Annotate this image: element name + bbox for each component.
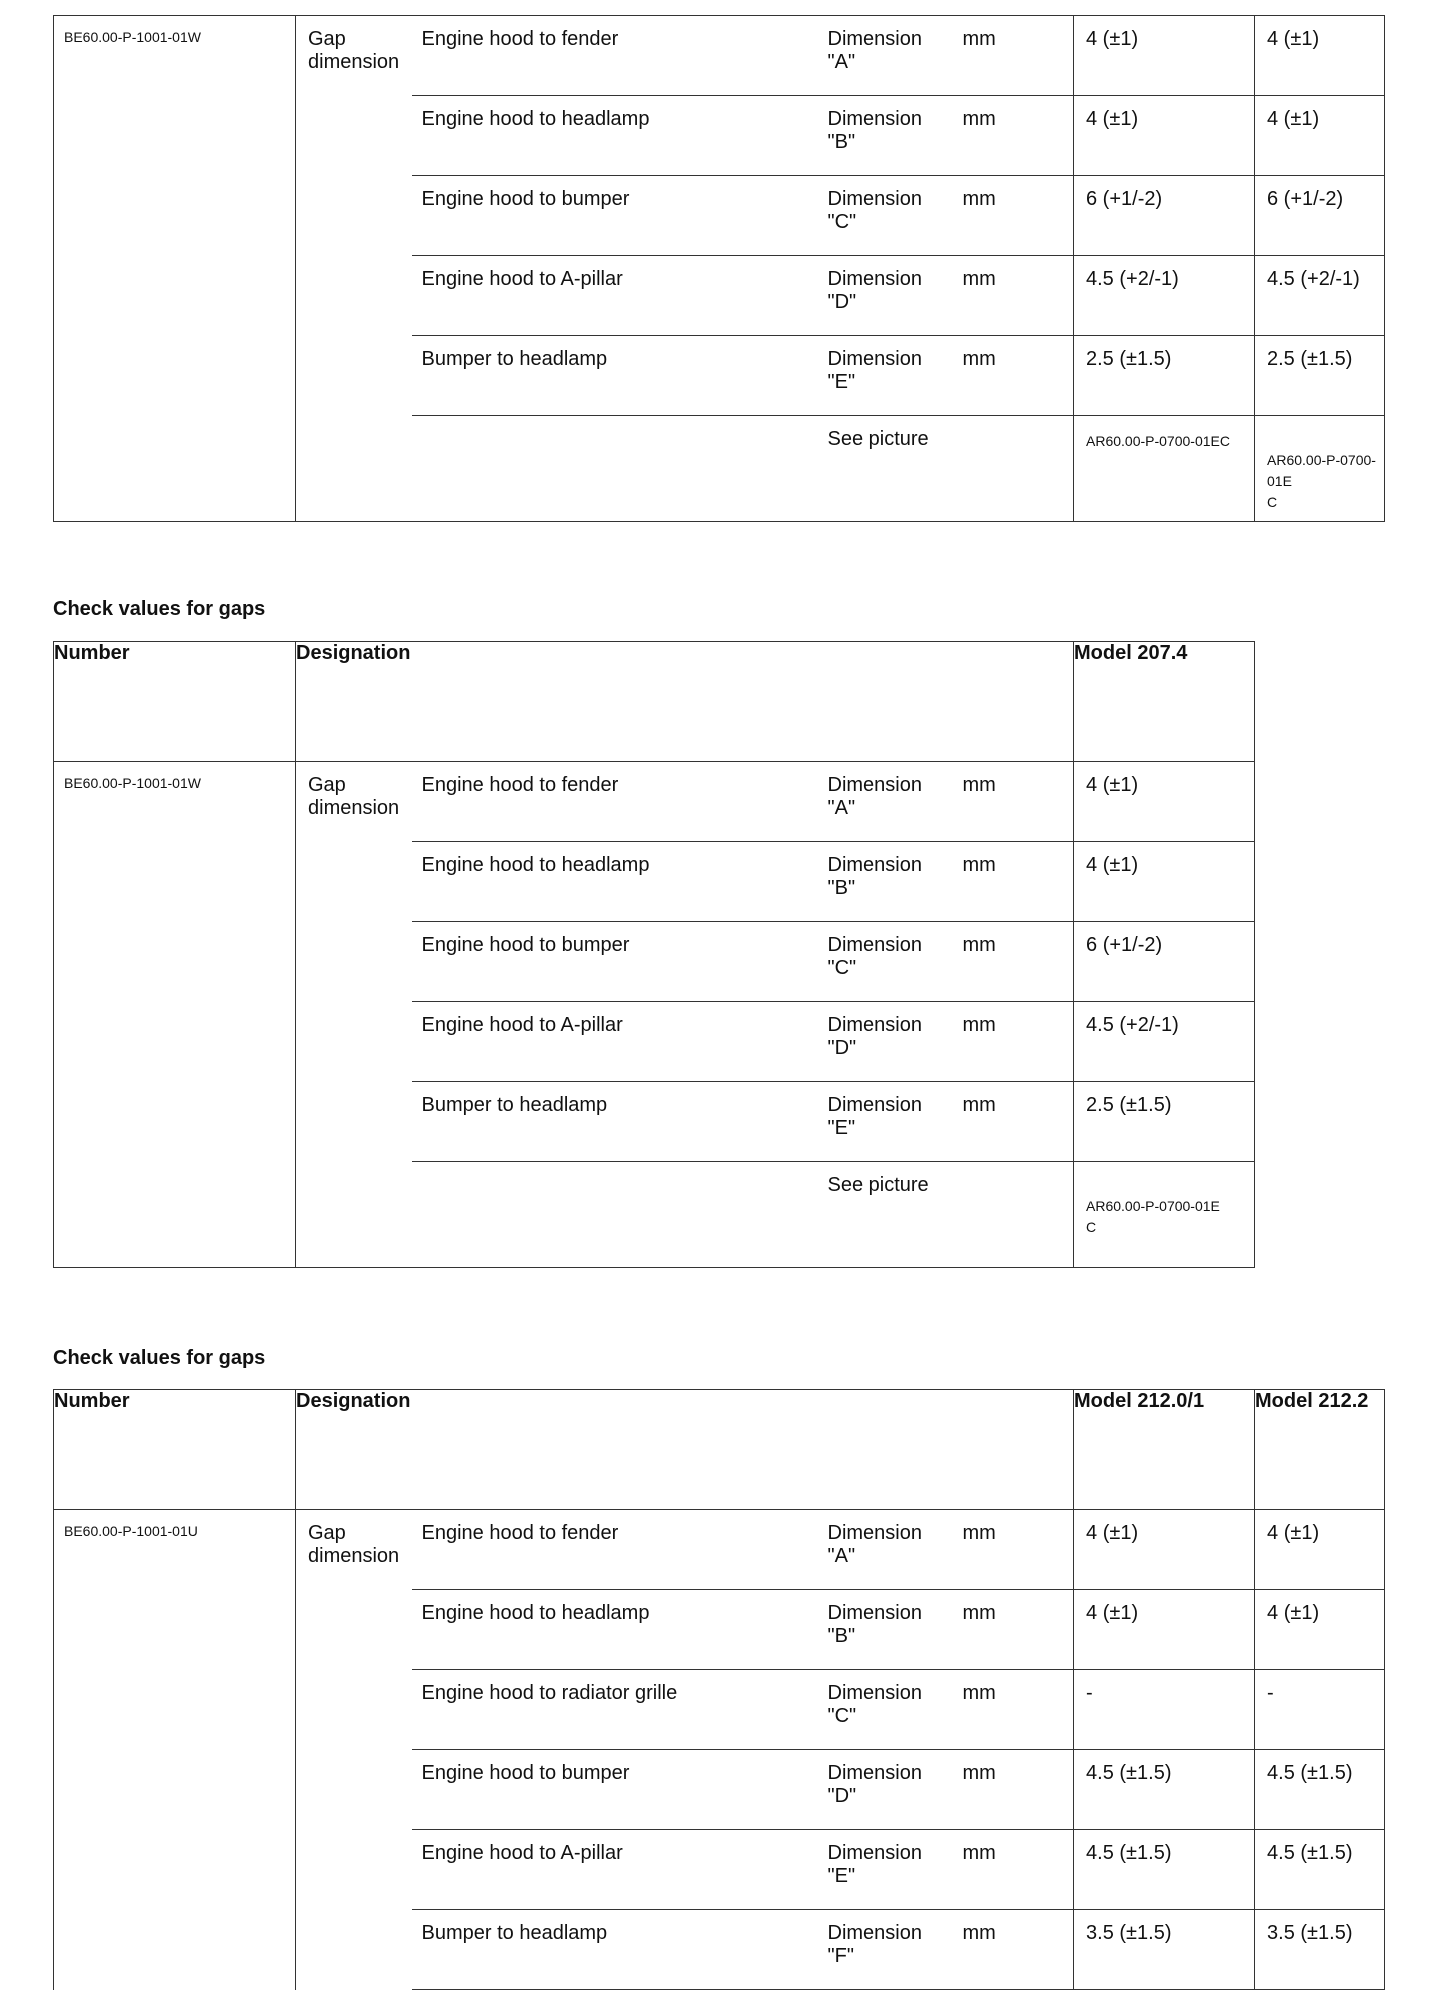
row-description: Engine hood to bumper xyxy=(412,922,828,1002)
dimension-label: Dimension "A" xyxy=(828,16,963,96)
unit: mm xyxy=(963,842,1074,922)
unit: mm xyxy=(963,336,1074,416)
row-description: Engine hood to headlamp xyxy=(412,1590,828,1670)
value-model-2: 4 (±1) xyxy=(1255,1590,1385,1670)
gap-dimension-label: Gap dimension xyxy=(296,16,412,522)
gap-dimension-label: Gap dimension xyxy=(296,762,412,1268)
dimension-label: Dimension "D" xyxy=(828,1750,963,1830)
dimension-label: Dimension "A" xyxy=(828,762,963,842)
value-model-2: 4.5 (±1.5) xyxy=(1255,1830,1385,1910)
part-number: BE60.00-P-1001-01U xyxy=(54,1510,296,1990)
value-model-1: 6 (+1/-2) xyxy=(1074,922,1255,1002)
value-model-1: 3.5 (±1.5) xyxy=(1074,1910,1255,1990)
unit: mm xyxy=(963,1082,1074,1162)
see-picture-label: See picture xyxy=(828,416,1074,522)
value-model-1: 4 (±1) xyxy=(1074,1590,1255,1670)
value-model-2: - xyxy=(1255,1670,1385,1750)
unit: mm xyxy=(963,96,1074,176)
row-description: Engine hood to A-pillar xyxy=(412,1830,828,1910)
unit: mm xyxy=(963,1750,1074,1830)
dimension-label: Dimension "C" xyxy=(828,1670,963,1750)
value-model-2: 4 (±1) xyxy=(1255,16,1385,96)
col-header-model: Model 212.2 xyxy=(1255,1390,1385,1510)
dimension-label: Dimension "D" xyxy=(828,1002,963,1082)
unit: mm xyxy=(963,256,1074,336)
dimension-label: Dimension "A" xyxy=(828,1510,963,1590)
row-description: Engine hood to bumper xyxy=(412,1750,828,1830)
dimension-label: Dimension "D" xyxy=(828,256,963,336)
unit: mm xyxy=(963,762,1074,842)
unit: mm xyxy=(963,16,1074,96)
value-model-1: 6 (+1/-2) xyxy=(1074,176,1255,256)
value-model-1: 4.5 (+2/-1) xyxy=(1074,256,1255,336)
col-header-model: Model 207.4 xyxy=(1074,642,1255,762)
unit: mm xyxy=(963,1590,1074,1670)
row-description: Engine hood to fender xyxy=(412,16,828,96)
picture-reference: AR60.00-P-0700-01E C xyxy=(1074,1162,1255,1268)
value-model-1: 4.5 (+2/-1) xyxy=(1074,1002,1255,1082)
dimension-label: Dimension "F" xyxy=(828,1910,963,1990)
section-heading: Check values for gaps xyxy=(53,1347,266,1369)
unit: mm xyxy=(963,176,1074,256)
unit: mm xyxy=(963,922,1074,1002)
part-number: BE60.00-P-1001-01W xyxy=(54,762,296,1268)
value-model-2: 6 (+1/-2) xyxy=(1255,176,1385,256)
value-model-1: 4.5 (±1.5) xyxy=(1074,1750,1255,1830)
row-description: Engine hood to headlamp xyxy=(412,96,828,176)
dimension-label: Dimension "E" xyxy=(828,1082,963,1162)
unit: mm xyxy=(963,1002,1074,1082)
row-description: Engine hood to fender xyxy=(412,1510,828,1590)
row-description: Engine hood to A-pillar xyxy=(412,256,828,336)
dimension-label: Dimension "E" xyxy=(828,1830,963,1910)
unit: mm xyxy=(963,1910,1074,1990)
part-number: BE60.00-P-1001-01W xyxy=(54,16,296,522)
row-description: Engine hood to headlamp xyxy=(412,842,828,922)
value-model-2: 3.5 (±1.5) xyxy=(1255,1910,1385,1990)
value-model-1: 2.5 (±1.5) xyxy=(1074,336,1255,416)
value-model-2: 4 (±1) xyxy=(1255,96,1385,176)
see-picture-label: See picture xyxy=(828,1162,1074,1268)
dimension-label: Dimension "E" xyxy=(828,336,963,416)
col-header-model: Model 212.0/1 xyxy=(1074,1390,1255,1510)
col-header-number: Number xyxy=(54,642,296,762)
dimension-label: Dimension "B" xyxy=(828,96,963,176)
picture-reference: AR60.00-P-0700-01E C xyxy=(1255,416,1385,522)
row-description: Engine hood to radiator grille xyxy=(412,1670,828,1750)
row-description: Engine hood to fender xyxy=(412,762,828,842)
value-model-2: 4.5 (±1.5) xyxy=(1255,1750,1385,1830)
row-description: Engine hood to A-pillar xyxy=(412,1002,828,1082)
value-model-2: 4 (±1) xyxy=(1255,1510,1385,1590)
picture-reference: AR60.00-P-0700-01EC xyxy=(1074,416,1255,522)
value-model-1: 4 (±1) xyxy=(1074,1510,1255,1590)
gap-dimension-label: Gap dimension xyxy=(296,1510,412,1990)
value-model-2: 2.5 (±1.5) xyxy=(1255,336,1385,416)
value-model-1: 4 (±1) xyxy=(1074,842,1255,922)
dimension-label: Dimension "C" xyxy=(828,176,963,256)
value-model-1: 4 (±1) xyxy=(1074,762,1255,842)
row-description: Bumper to headlamp xyxy=(412,336,828,416)
unit: mm xyxy=(963,1510,1074,1590)
unit: mm xyxy=(963,1830,1074,1910)
row-description: Engine hood to bumper xyxy=(412,176,828,256)
section-heading: Check values for gaps xyxy=(53,598,266,620)
value-model-1: 4 (±1) xyxy=(1074,16,1255,96)
dimension-label: Dimension "B" xyxy=(828,1590,963,1670)
unit: mm xyxy=(963,1670,1074,1750)
value-model-1: 2.5 (±1.5) xyxy=(1074,1082,1255,1162)
row-description: Bumper to headlamp xyxy=(412,1910,828,1990)
col-header-designation: Designation xyxy=(296,642,1074,762)
value-model-1: - xyxy=(1074,1670,1255,1750)
col-header-designation: Designation xyxy=(296,1390,1074,1510)
col-header-number: Number xyxy=(54,1390,296,1510)
value-model-1: 4 (±1) xyxy=(1074,96,1255,176)
gap-table-1 xyxy=(53,15,1385,522)
dimension-label: Dimension "B" xyxy=(828,842,963,922)
dimension-label: Dimension "C" xyxy=(828,922,963,1002)
gap-table-3 xyxy=(53,1389,1385,1990)
value-model-1: 4.5 (±1.5) xyxy=(1074,1830,1255,1910)
row-description: Bumper to headlamp xyxy=(412,1082,828,1162)
value-model-2: 4.5 (+2/-1) xyxy=(1255,256,1385,336)
gap-table-2 xyxy=(53,641,1255,1268)
